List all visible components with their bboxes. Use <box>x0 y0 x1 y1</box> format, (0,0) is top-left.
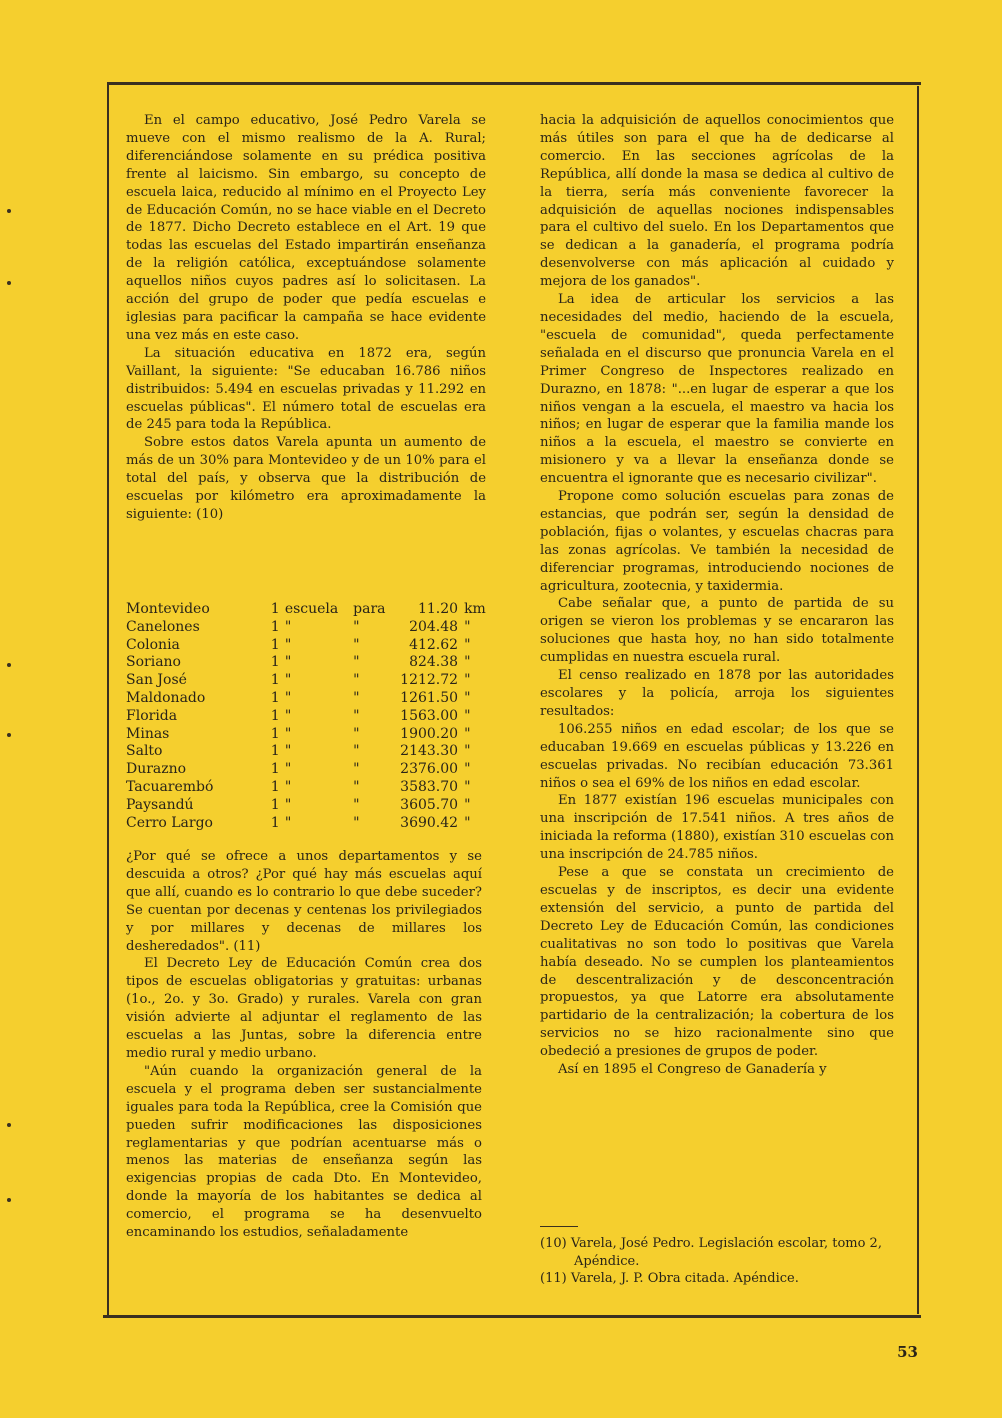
table-cell-rel: " <box>353 707 360 724</box>
table-cell-num: 1 <box>270 636 280 653</box>
paragraph: Sobre estos datos Varela apunta un aumento de más de un 30% para Montevideo y de un 10% para el total del país, y observa que la distribución de escuelas por kilómetro era aproximadamente la siguiente: (10) <box>126 435 486 522</box>
table-cell-dept: Tacuarembó <box>126 778 214 795</box>
table-cell-rel: para <box>353 601 386 617</box>
footnote: (11) Varela, J. P. Obra citada. Apéndice. <box>540 1271 799 1287</box>
table-cell-num: 1 <box>270 707 280 724</box>
paragraph: La situación educativa en 1872 era, según Vaillant, la siguiente: "Se educaban 16.786 niños distribuidos: 5.494 en escuelas privadas y 11.292 en escuelas públicas". El número total de escuelas era de 245 para toda la República. <box>126 345 486 433</box>
table-row <box>126 726 486 744</box>
margin-dot <box>7 733 11 737</box>
margin-dot <box>7 663 11 667</box>
table-row <box>126 601 486 619</box>
left-column-top <box>126 112 486 524</box>
paragraph: Así en 1895 el Congreso de Ganadería y <box>558 1062 827 1078</box>
table-cell-rel: " <box>353 618 360 635</box>
table-cell-unit: " <box>464 796 471 813</box>
table-cell-value: 1563.00 <box>400 707 459 724</box>
paragraph: 106.255 niños en edad escolar; de los que se educaban 19.669 en escuelas públicas y 13.226 en escuelas privadas. No recibían educación 73.361 niños o sea el 69% de los niños en edad escolar. <box>540 721 894 791</box>
footnote-rule <box>540 1226 578 1227</box>
table-cell-word: escuela <box>284 601 339 617</box>
table-row <box>126 779 486 797</box>
table-cell-unit: " <box>464 636 471 653</box>
table-cell-num: 1 <box>270 672 280 689</box>
table-cell-value: 824.38 <box>409 654 459 671</box>
paragraph: En el campo educativo, José Pedro Varela se mueve con el mismo realismo de la A. Rural; diferenciándose solamente en su prédica positiva frente al laicismo. Sin embargo, su concepto de escuela laica, reducido al mínimo en el Proyecto Ley de Educación Común, no se hace viable en el Decreto de 1877. Dicho Decreto establece en el Art. 19 que todas las escuelas del Estado impartirán enseñanza de la religión católica, exceptuándose solamente aquellos niños cuyos padres así lo solicitasen. La acción del grupo de poder que pedía escuelas e iglesias para pacificar la campaña se hace evidente una vez más en este caso. <box>126 113 486 343</box>
paragraph: La idea de articular los servicios a las necesidades del medio, haciendo de la escuela, "escuela de comunidad", queda perfectamente señalada en el discurso que pronuncia Varela en el Primer Congreso de Inspectores realizado en Durazno, en 1878: "...en lugar de esperar a que los niños vengan a la escuela, el maestro va hacia los niños; en lugar de esperar que la familia mande los niños a la escuela, el maestro se convierte en misionero y va a llevar la enseñanza donde se encuentra el ignorante que es necesario civilizar". <box>540 292 894 487</box>
table-cell-unit: " <box>464 725 471 742</box>
table-cell-num: 1 <box>270 725 280 742</box>
table-cell-unit: " <box>464 689 471 706</box>
table-cell-value: 3690.42 <box>400 814 459 831</box>
table-row <box>126 815 486 833</box>
right-vertical-rule <box>917 86 919 1314</box>
table-row <box>126 743 486 761</box>
table-row <box>126 690 486 708</box>
footnotes <box>540 1235 894 1288</box>
table-cell-unit: " <box>464 672 471 689</box>
table-cell-num: 1 <box>270 618 280 635</box>
table-cell-rel: " <box>353 725 360 742</box>
table-cell-unit: " <box>464 743 471 760</box>
page-number: 53 <box>897 1343 918 1361</box>
table-cell-word: " <box>284 743 292 760</box>
margin-dot <box>7 1198 11 1202</box>
paragraph: hacia la adquisición de aquellos conocimientos que más útiles son para el que ha de dedicarse al comercio. En las secciones agrícolas de la República, allí donde la masa se dedica al cultivo de la tierra, sería más conveniente favorecer la adquisición de aquellas nociones indispensables para el cultivo del suelo. En los Departamentos que se dedican a la ganadería, el programa podría desenvolverse con más aplicación al cuidado y mejora de los ganados". <box>540 113 894 290</box>
table-cell-dept: Paysandú <box>126 796 194 813</box>
table-cell-rel: " <box>353 814 360 831</box>
table-cell-word: " <box>284 654 292 671</box>
margin-dot <box>7 1123 11 1127</box>
margin-dot <box>7 209 11 213</box>
paragraph: ¿Por qué se ofrece a unos departamentos y se descuida a otros? ¿Por qué hay más escuelas aquí que allí, cuando es lo contrario lo que debe suceder? Se cuentan por decenas y centenas los privilegiados y por millares y decenas de millares los desheredados". (11) <box>126 849 482 954</box>
table-cell-dept: Salto <box>126 743 163 760</box>
right-column <box>540 112 894 1079</box>
table-cell-unit: " <box>464 761 471 778</box>
table-cell-dept: Minas <box>126 725 170 742</box>
table-cell-num: 1 <box>270 778 280 795</box>
table-cell-dept: Florida <box>126 707 178 724</box>
table-cell-unit: " <box>464 778 471 795</box>
table-cell-rel: " <box>353 689 360 706</box>
table-cell-dept: Durazno <box>126 761 187 778</box>
table-cell-unit: " <box>464 654 471 671</box>
margin-dot <box>7 281 11 285</box>
table-cell-word: " <box>284 761 292 778</box>
school-distribution-table <box>126 601 486 832</box>
table-cell-rel: " <box>353 672 360 689</box>
table-cell-word: " <box>284 672 292 689</box>
top-rule <box>107 82 921 85</box>
table-cell-rel: " <box>353 796 360 813</box>
table-row <box>126 654 486 672</box>
table-cell-word: " <box>284 618 292 635</box>
table-cell-num: 1 <box>270 689 280 706</box>
table-cell-word: " <box>284 814 292 831</box>
table-cell-value: 11.20 <box>417 601 459 617</box>
paragraph: En 1877 existían 196 escuelas municipales con una inscripción de 17.541 niños. A tres años de iniciada la reforma (1880), existían 310 escuelas con una inscripción de 24.785 niños. <box>540 793 894 863</box>
table-row <box>126 619 486 637</box>
table-cell-dept: Canelones <box>126 618 200 635</box>
table-cell-unit: km <box>464 601 486 617</box>
table-cell-value: 2143.30 <box>400 743 459 760</box>
table-cell-dept: Maldonado <box>126 689 206 706</box>
table-cell-value: 2376.00 <box>400 761 459 778</box>
table-cell-value: 3605.70 <box>400 796 459 813</box>
bottom-rule <box>103 1315 921 1318</box>
table-cell-word: " <box>284 707 292 724</box>
paragraph: Propone como solución escuelas para zonas de estancias, que podrán ser, según la densidad de población, fijas o volantes, y escuelas chacras para las zonas agrícolas. Ve también la necesidad de diferenciar programas, introduciendo nociones de agricultura, zootecnia, y taxidermia. <box>540 489 894 594</box>
table-row <box>126 708 486 726</box>
table-cell-word: " <box>284 796 292 813</box>
table-cell-unit: " <box>464 707 471 724</box>
paragraph: El censo realizado en 1878 por las autoridades escolares y la policía, arroja los siguientes resultados: <box>540 668 894 719</box>
table-cell-dept: Montevideo <box>126 601 210 617</box>
table-cell-word: " <box>284 636 292 653</box>
table-cell-word: " <box>284 725 292 742</box>
table-cell-unit: " <box>464 618 471 635</box>
table-cell-dept: Cerro Largo <box>126 814 213 831</box>
table-cell-dept: Colonia <box>126 636 180 653</box>
table-cell-rel: " <box>353 743 360 760</box>
table-cell-rel: " <box>353 761 360 778</box>
table-cell-num: 1 <box>270 761 280 778</box>
paragraph: Cabe señalar que, a punto de partida de su origen se vieron los problemas y se encararon las soluciones que hasta hoy, no han sido totalmente cumplidas en nuestra escuela rural. <box>540 596 894 666</box>
table-cell-rel: " <box>353 654 360 671</box>
footnote: (10) Varela, José Pedro. Legislación escolar, tomo 2, Apéndice. <box>540 1236 882 1269</box>
table-cell-num: 1 <box>270 814 280 831</box>
paragraph: "Aún cuando la organización general de la escuela y el programa deben ser sustancialmente iguales para toda la República, cree la Comisión que pueden sufrir modificaciones las disposiciones reglamentarias y que podrían acentuarse más o menos las materias de enseñanza según las exigencias propias de cada Dto. En Montevideo, donde la mayoría de los habitantes se dedica al comercio, el programa se ha desenvuelto encaminando los estudios, señaladamente <box>126 1063 482 1241</box>
table-cell-rel: " <box>353 636 360 653</box>
table-cell-value: 204.48 <box>409 618 459 635</box>
table-cell-dept: Soriano <box>126 654 181 671</box>
table-cell-value: 1212.72 <box>400 672 459 689</box>
table-cell-rel: " <box>353 778 360 795</box>
table-cell-value: 412.62 <box>409 636 459 653</box>
table-cell-value: 3583.70 <box>400 778 459 795</box>
table-cell-num: 1 <box>270 601 280 617</box>
table-cell-dept: San José <box>126 672 187 689</box>
table-row <box>126 637 486 655</box>
table-cell-num: 1 <box>270 743 280 760</box>
table-cell-value: 1261.50 <box>400 689 459 706</box>
table-row <box>126 672 486 690</box>
left-vertical-rule <box>107 84 109 1316</box>
table-row <box>126 797 486 815</box>
table-row <box>126 761 486 779</box>
left-column-bottom <box>126 848 482 1242</box>
table-cell-value: 1900.20 <box>400 725 459 742</box>
table-cell-word: " <box>284 778 292 795</box>
paragraph: Pese a que se constata un crecimiento de escuelas y de inscriptos, es decir una evidente extensión del servicio, a punto de partida del Decreto Ley de Educación Común, las condiciones cualitativas no son todo lo positivas que Varela había deseado. No se cumplen los planteamientos de descentralización y de desconcentración propuestos, ya que Latorre era absolutamente partidario de la centralización; la cobertura de los servicios no se hizo racionalmente sino que obedeció a presiones de grupos de poder. <box>540 865 894 1060</box>
table-cell-num: 1 <box>270 796 280 813</box>
table-cell-num: 1 <box>270 654 280 671</box>
table-cell-unit: " <box>464 814 471 831</box>
table-cell-word: " <box>284 689 292 706</box>
paragraph: El Decreto Ley de Educación Común crea dos tipos de escuelas obligatorias y gratuitas: urbanas (1o., 2o. y 3o. Grado) y rurales. Varela con gran visión advierte al adjuntar el reglamento de las escuelas a las Juntas, sobre la diferencia entre medio rural y medio urbano. <box>126 956 482 1061</box>
